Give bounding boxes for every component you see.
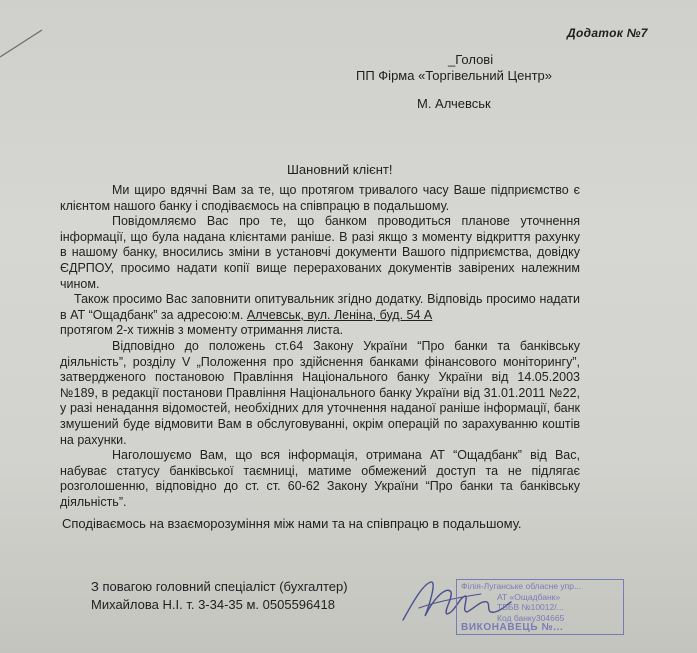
page-fold-line — [0, 0, 90, 60]
signature-contact: Михайлова Н.І. т. 3-34-35 м. 0505596418 — [91, 597, 335, 612]
stamp-line-executor: ВИКОНАВЕЦЬ №... — [461, 623, 564, 633]
addressee-city: М. Алчевськ — [417, 96, 491, 111]
bank-stamp — [456, 579, 624, 635]
paragraph-legal-basis: Відповідно до положень ст.64 Закону України “Про банки та банківську діяльність”, розділу V „Положення про здійснення банками фінансового моніторингу”, затвердженого постановою Правління Національного банку України від 14.05.2003 №189, в редакції постанови Правління Національного банку України від 31.01.2011 №22, у разі ненадання відомостей, необхідних для уточнення наданої раніше інформації, банк змушений буде відмовити Вам в обслуговуванні, окрім операцій по зарахуванню коштів на рахунки. — [60, 338, 580, 447]
stamp-line-branch: Філія-Луганське обласне упр... — [461, 581, 582, 591]
letter-body — [60, 183, 580, 510]
stamp-line-branch-number: ТВБВ №10012/... — [497, 602, 564, 612]
stamp-line-bank: АТ «Ощадбанк» — [497, 591, 561, 602]
questionnaire-text: Також просимо Вас заповнити опитувальник згідно додатку. Відповідь просимо надати в АТ “Ощадбанк” за адресою:м. — [60, 292, 580, 322]
signature-position: З повагою головний спеціаліст (бухгалтер) — [91, 579, 348, 594]
stamp-line-bank-code: Код банку304665 — [497, 612, 565, 623]
annex-label: Додаток №7 — [567, 26, 648, 40]
greeting: Шановний клієнт! — [287, 162, 393, 177]
addressee-title: _Голові — [448, 52, 494, 67]
paragraph-questionnaire — [60, 292, 580, 323]
paragraph-gratitude: Ми щиро вдячні Вам за те, що протягом тривалого часу Ваше підприємство є клієнтом нашого банку і сподіваємось на співпрацю в подальшому. — [60, 183, 580, 213]
bank-address: Алчевськ, вул. Леніна, буд. 54 А — [246, 307, 433, 322]
addressee-company: ПП Фірма «Торгівельний Центр» — [356, 68, 552, 83]
closing-line: Сподіваємось на взаєморозуміння між нами та на співпрацю в подальшому. — [62, 516, 522, 531]
paragraph-deadline: протягом 2-х тижнів з моменту отримання листа. — [60, 323, 344, 338]
paragraph-confidentiality: Наголошуємо Вам, що вся інформація, отримана АТ “Ощадбанк” від Вас, набуває статусу банківської таємниці, матиме обмежений доступ та не підлягає розголошенню, відповідно до ст. ст. 60-62 Закону України “Про банки та банківську діяльність”. — [60, 448, 580, 509]
paragraph-info-update: Повідомляємо Вас про те, що банком проводиться планове уточнення інформації, що була надана клієнтами раніше. В разі якщо з моменту відкриття рахунку в нашому банку, вносились зміни в установчі документи Вашого підприємства, довідку ЄДРПОУ, просимо надати копії вище перерахованих документів завірених належним чином. — [60, 214, 580, 291]
